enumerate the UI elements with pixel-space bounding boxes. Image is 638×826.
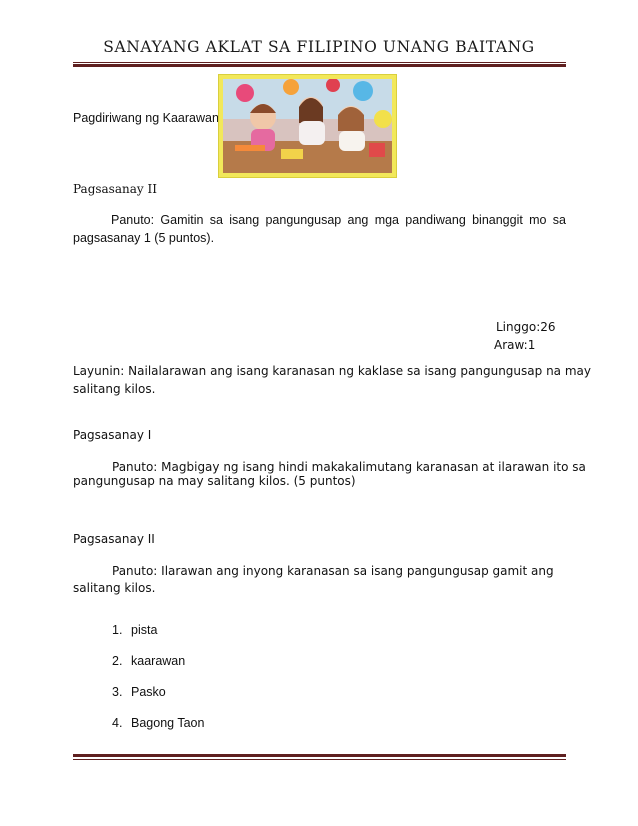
exercise2-instruction-line-2: salitang kilos. <box>73 581 156 595</box>
list-item <box>112 621 158 639</box>
exercise1-title: Pagsasanay I <box>73 428 152 442</box>
list-item-number: 2. <box>112 654 123 668</box>
list-item <box>112 683 166 701</box>
list-item-number: 3. <box>112 685 123 699</box>
objective-line-1: Layunin: Nailalarawan ang isang karanasan ng kaklase sa isang pangungusap na may <box>73 364 591 378</box>
section1-instruction: Panuto: Gamitin sa isang pangungusap ang mga pandiwang binanggit mo sa pagsasanay 1 (5 puntos). <box>73 213 566 245</box>
exercise1-instruction-line-1: Panuto: Magbigay ng isang hindi makakalimutang karanasan at ilarawan ito sa <box>112 460 586 474</box>
week-label: Linggo:26 <box>496 320 556 334</box>
exercise1-instruction-line-2: pangungusap na may salitang kilos. (5 puntos) <box>73 474 356 488</box>
list-item <box>112 652 186 670</box>
day-label: Araw:1 <box>494 338 536 352</box>
list-item-text: kaarawan <box>131 654 186 668</box>
list-item-text: Pasko <box>131 685 166 699</box>
birthday-party-photo <box>219 75 396 177</box>
party-illustration-icon <box>223 79 392 173</box>
list-item-text: pista <box>131 623 158 637</box>
list-item-text: Bagong Taon <box>131 716 205 730</box>
exercise2-title: Pagsasanay II <box>73 532 155 546</box>
exercise2-instruction-line-1: Panuto: Ilarawan ang inyong karanasan sa isang pangungusap gamit ang <box>112 564 554 578</box>
list-item-number: 1. <box>112 623 123 637</box>
header-rule-thick <box>73 64 566 67</box>
photo-caption: Pagdiriwang ng Kaarawan <box>73 111 219 125</box>
objective-line-2: salitang kilos. <box>73 382 156 396</box>
footer-rule-thin <box>73 759 566 760</box>
header-rule-thin <box>73 62 566 63</box>
footer-rule-thick <box>73 754 566 757</box>
list-item <box>112 714 205 732</box>
list-item-number: 4. <box>112 716 123 730</box>
page-header-title: SANAYANG AKLAT SA FILIPINO UNANG BAITANG <box>103 38 535 56</box>
section1-exercise-title: Pagsasanay II <box>73 182 157 196</box>
